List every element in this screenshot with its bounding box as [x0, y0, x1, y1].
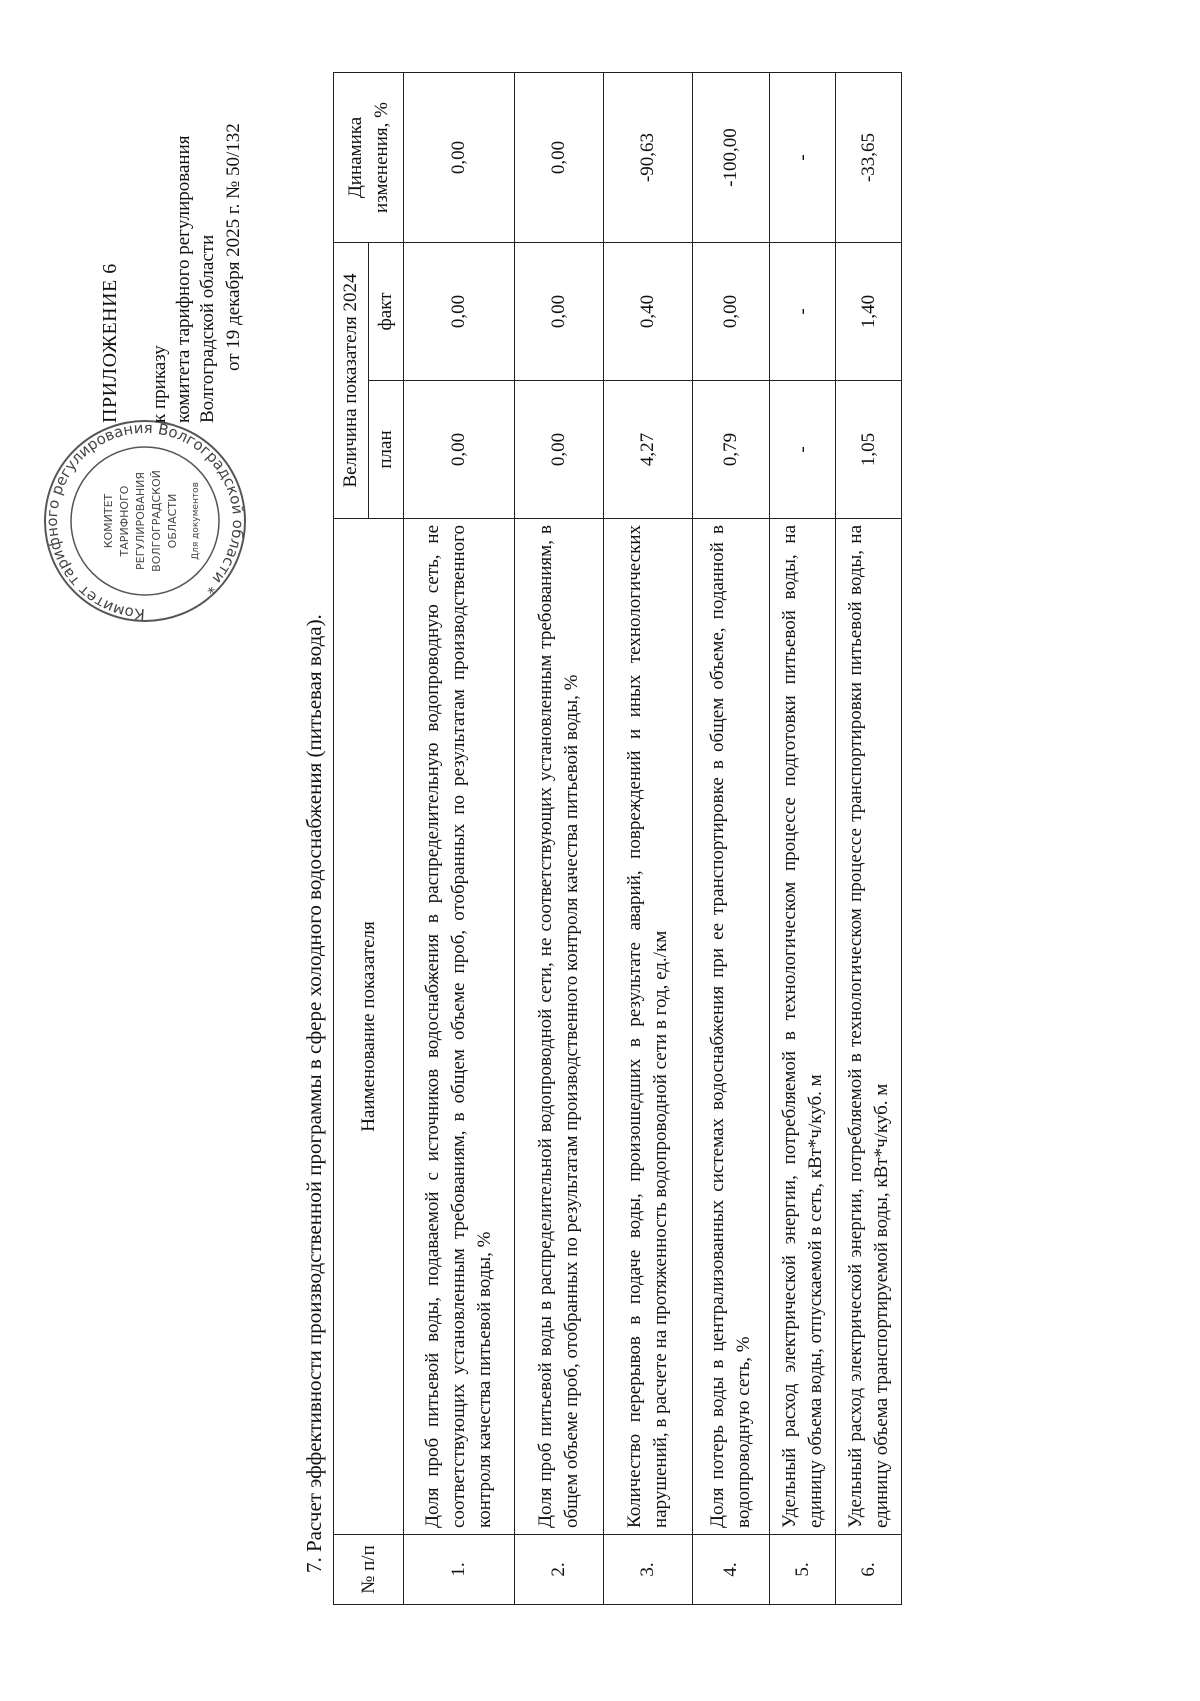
row-dynamics: -90,63 — [604, 73, 693, 243]
row-plan: 1,05 — [836, 381, 902, 519]
row-plan: - — [770, 381, 836, 519]
svg-text:ОБЛАСТИ: ОБЛАСТИ — [166, 493, 179, 549]
row-fact: 0,00 — [515, 243, 604, 381]
table-row — [404, 73, 515, 1605]
row-num: 4. — [693, 1535, 770, 1605]
row-dynamics: -33,65 — [836, 73, 902, 243]
row-plan: 0,00 — [404, 381, 515, 519]
row-name: Доля проб питьевой воды в распределительной водопроводной сети, не соответствующих установленным требованиям, в общем объеме проб, отобранных по результатам производственного контроля качества питьевой воды, % — [515, 519, 604, 1535]
row-plan: 0,00 — [515, 381, 604, 519]
table-row — [836, 73, 902, 1605]
row-fact: 0,00 — [693, 243, 770, 381]
header-dynamics: Динамика изменения, % — [334, 73, 404, 243]
official-seal — [40, 416, 250, 626]
row-dynamics: 0,00 — [404, 73, 515, 243]
order-line-1: к приказу — [149, 345, 170, 423]
row-fact: 0,00 — [404, 243, 515, 381]
header-name: Наименование показателя — [334, 519, 404, 1535]
row-name: Удельный расход электрической энергии, потребляемой в технологическом процессе транспортировки питьевой воды, на единицу объема транспортируемой воды, кВт*ч/куб. м — [836, 519, 902, 1535]
row-name: Удельный расход электрической энергии, потребляемой в технологическом процессе подготовки питьевой воды, на единицу объема воды, отпускаемой в сеть, кВт*ч/куб. м — [770, 519, 836, 1535]
row-num: 5. — [770, 1535, 836, 1605]
row-name: Количество перерывов в подаче воды, произошедших в результате аварий, повреждений и иных технологических нарушений, в расчете на протяженность водопроводной сети в год, ед./км — [604, 519, 693, 1535]
svg-text:ТАРИФНОГО: ТАРИФНОГО — [118, 485, 131, 557]
row-name: Доля потерь воды в централизованных системах водоснабжения при ее транспортировке в общем объеме, поданной в водопроводную сеть, % — [693, 519, 770, 1535]
row-name: Доля проб питьевой воды, подаваемой с источников водоснабжения в распределительную водопроводную сеть, не соответствующих установленным требованиям, в общем объеме проб, отобранных по результатам производственного контроля качества питьевой воды, % — [404, 519, 515, 1535]
row-plan: 0,79 — [693, 381, 770, 519]
svg-text:ВОЛГОГРАДСКОЙ: ВОЛГОГРАДСКОЙ — [150, 470, 163, 572]
table-row — [693, 73, 770, 1605]
header-plan: план — [369, 381, 404, 519]
row-num: 1. — [404, 1535, 515, 1605]
svg-text:РЕГУЛИРОВАНИЯ: РЕГУЛИРОВАНИЯ — [134, 471, 147, 571]
header-num: № п/п — [334, 1535, 404, 1605]
table-row — [770, 73, 836, 1605]
row-fact: 0,40 — [604, 243, 693, 381]
table-caption: 7. Расчет эффективности производственной программы в сфере холодного водоснабжения (питьевая вода). — [302, 614, 326, 1573]
order-line-2: комитета тарифного регулирования — [173, 135, 194, 423]
table-row — [515, 73, 604, 1605]
row-num: 2. — [515, 1535, 604, 1605]
header-value-group: Величина показателя 2024 — [334, 243, 369, 519]
row-dynamics: -100,00 — [693, 73, 770, 243]
order-line-3: Волгоградской области — [197, 234, 218, 423]
order-reference — [148, 43, 220, 423]
svg-text:Комитет тарифного регулировани: Комитет тарифного регулирования Волгоградской области * — [42, 418, 248, 624]
header-fact: факт — [369, 243, 404, 381]
svg-text:Для документов: Для документов — [191, 482, 201, 560]
row-num: 3. — [604, 1535, 693, 1605]
row-fact: 1,40 — [836, 243, 902, 381]
row-fact: - — [770, 243, 836, 381]
svg-text:КОМИТЕТ: КОМИТЕТ — [102, 493, 115, 549]
row-num: 6. — [836, 1535, 902, 1605]
row-dynamics: - — [770, 73, 836, 243]
efficiency-table — [333, 72, 902, 1605]
order-date: от 19 декабря 2025 г. № 50/132 — [223, 123, 244, 371]
table-row — [604, 73, 693, 1605]
row-plan: 4,27 — [604, 381, 693, 519]
row-dynamics: 0,00 — [515, 73, 604, 243]
appendix-title: ПРИЛОЖЕНИЕ 6 — [99, 263, 121, 423]
